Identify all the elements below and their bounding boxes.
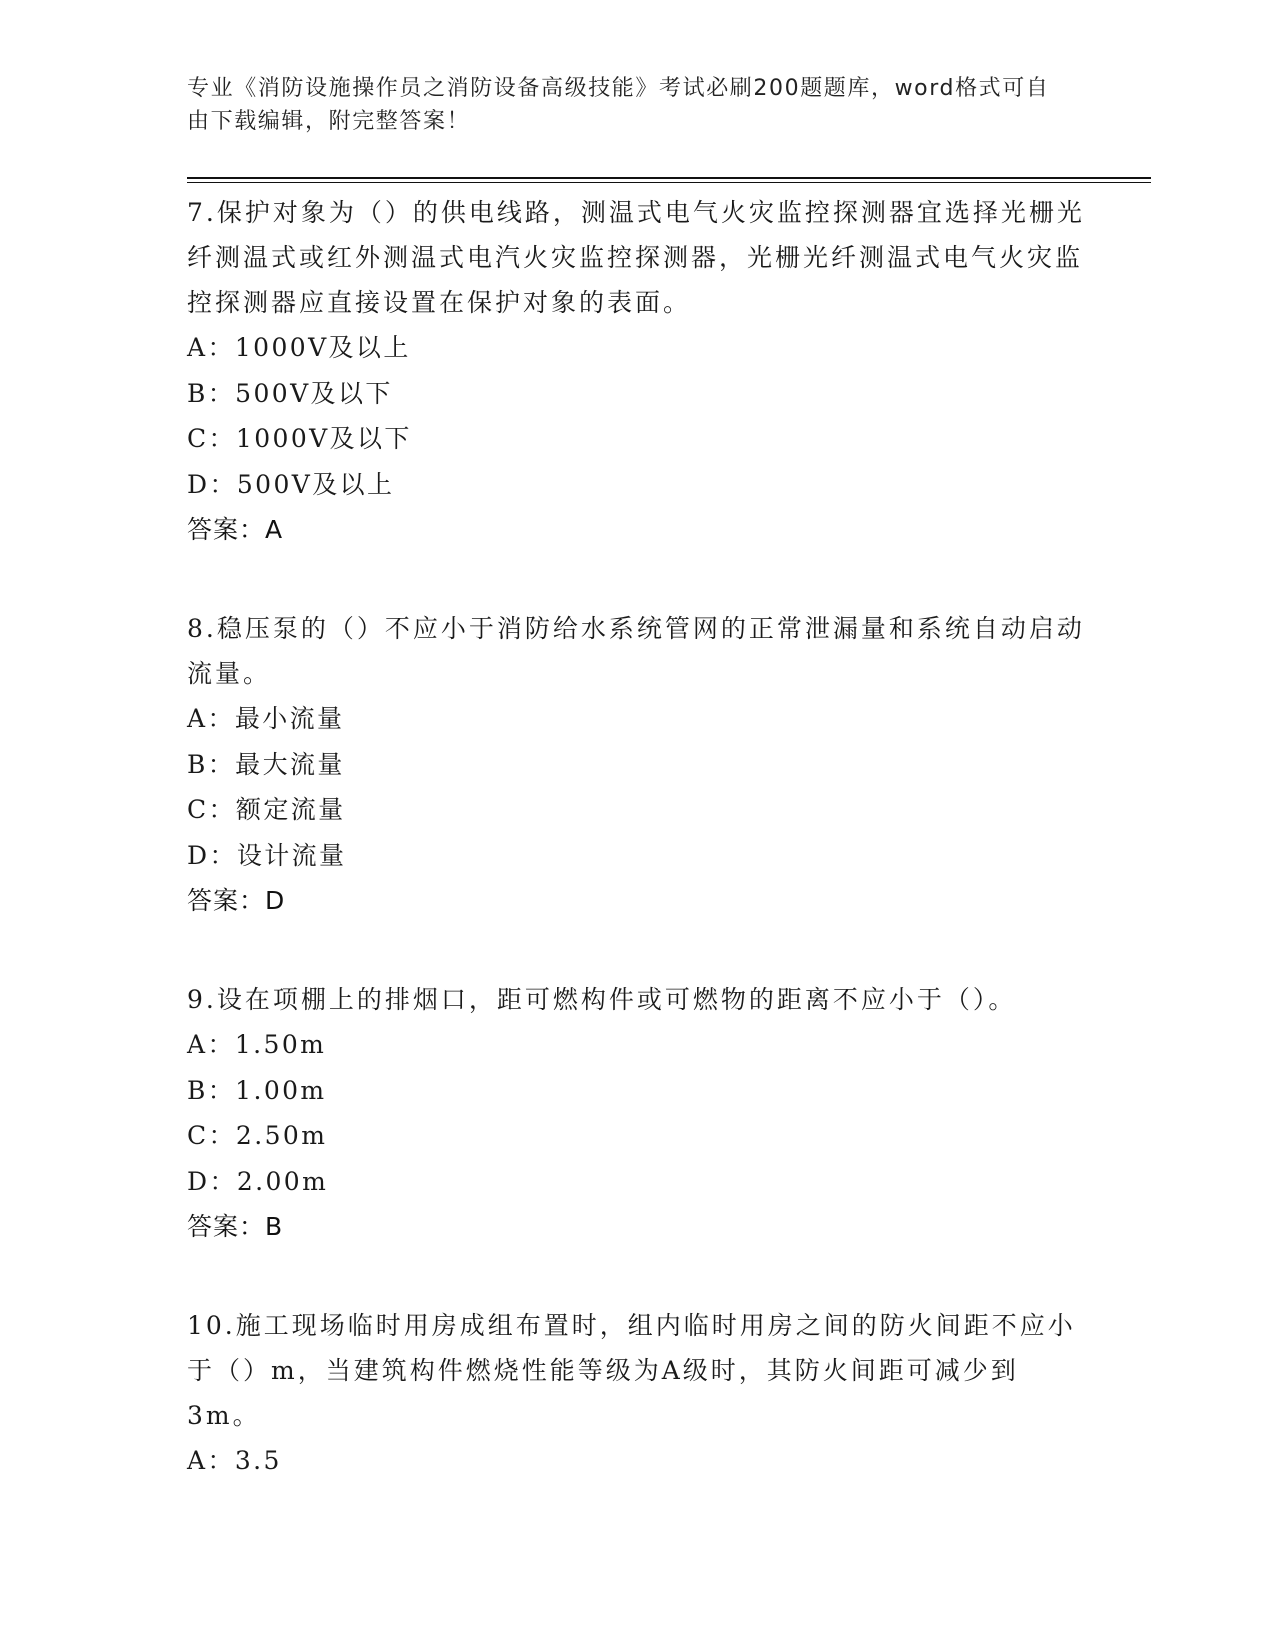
- option-c: C：2.50m: [187, 1121, 328, 1150]
- option-d: D：2.00m: [187, 1166, 329, 1196]
- option-a: A：1000V及以上: [187, 333, 411, 362]
- question-list: [187, 190, 1087, 1484]
- header-divider-thin: [187, 182, 1151, 183]
- question-text: 10.施工现场临时用房成组布置时，组内临时用房之间的防火间距不应小于（）m，当建筑构件燃烧性能等级为A级时，其防火间距可减少到3m。: [187, 1311, 1076, 1430]
- option-b: B：最大流量: [187, 749, 345, 779]
- option-d: D：设计流量: [187, 840, 347, 870]
- option-b: B：500V及以下: [187, 378, 393, 408]
- question-10: [187, 1303, 1087, 1484]
- option-b: B：1.00m: [187, 1075, 327, 1105]
- question-text: 7.保护对象为（）的供电线路，测温式电气火灾监控探测器宜选择光栅光纤测温式或红外测温式电汽火灾监控探测器，光栅光纤测温式电气火灾监控探测器应直接设置在保护对象的表面。: [187, 198, 1085, 317]
- option-a: A：3.5: [187, 1446, 282, 1475]
- question-8: [187, 606, 1087, 924]
- option-c: C：额定流量: [187, 795, 346, 824]
- answer-line: 答案：A: [187, 515, 284, 544]
- answer-line: 答案：D: [187, 886, 286, 915]
- answer-line: 答案：B: [187, 1212, 284, 1241]
- question-text: 8.稳压泵的（）不应小于消防给水系统管网的正常泄漏量和系统自动启动流量。: [187, 614, 1085, 688]
- option-c: C：1000V及以下: [187, 424, 412, 453]
- option-a: A：最小流量: [187, 704, 345, 733]
- question-text: 9.设在项棚上的排烟口，距可燃构件或可燃物的距离不应小于（）。: [187, 985, 1017, 1014]
- question-7: [187, 190, 1087, 553]
- option-d: D：500V及以上: [187, 469, 395, 499]
- option-a: A：1.50m: [187, 1030, 327, 1059]
- document-header: 专业《消防设施操作员之消防设备高级技能》考试必刷200题题库，word格式可自由下载编辑，附完整答案！: [187, 76, 1050, 134]
- header-divider-thick: [187, 177, 1151, 179]
- question-9: [187, 977, 1087, 1250]
